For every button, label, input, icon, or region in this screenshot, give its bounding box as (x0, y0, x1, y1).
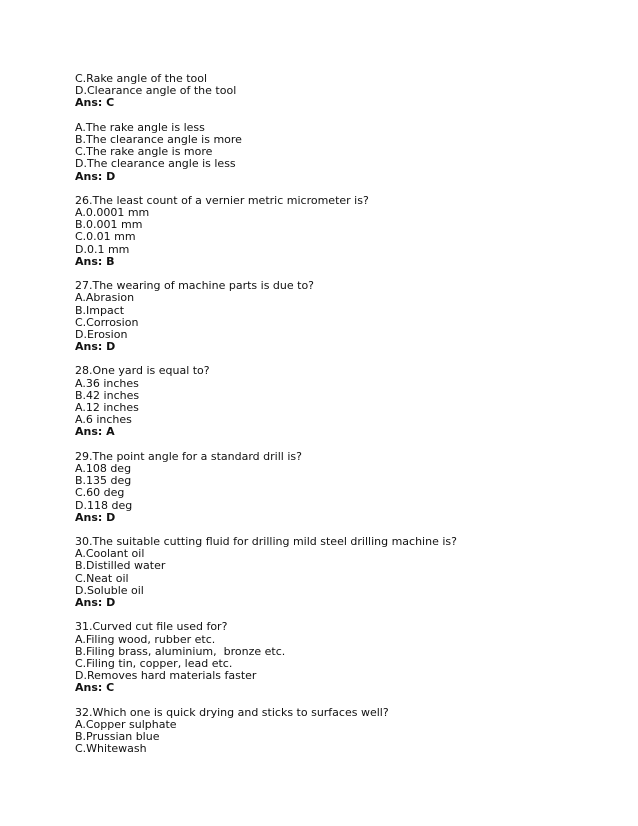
question-block-25-tail (75, 122, 615, 183)
option-d: D.Erosion (75, 327, 128, 341)
option-b: B.The clearance angle is more (75, 132, 242, 146)
answer-label: Ans: D (75, 596, 116, 610)
answer-label: Ans: D (75, 340, 116, 354)
option-d: D.Soluble oil (75, 583, 144, 597)
question-block-28 (75, 365, 615, 438)
option-c: C.60 deg (75, 486, 125, 500)
question-block-26 (75, 195, 615, 268)
option-a: A.108 deg (75, 461, 132, 475)
option-d: D.Clearance angle of the tool (75, 84, 237, 98)
answer-label: Ans: D (75, 169, 116, 183)
answer-label: Ans: B (75, 254, 115, 268)
option-c: C.Neat oil (75, 571, 129, 585)
option-b: B.135 deg (75, 474, 132, 488)
question-block-30 (75, 536, 615, 609)
question-block-27 (75, 280, 615, 353)
option-a: A.Filing wood, rubber etc. (75, 632, 216, 646)
option-a: A.Coolant oil (75, 547, 145, 561)
option-d: D.0.1 mm (75, 242, 130, 256)
option-d: D.118 deg (75, 498, 133, 512)
option-a: A.Copper sulphate (75, 717, 177, 731)
option-b: B.Distilled water (75, 559, 166, 573)
question-text: 29.The point angle for a standard drill is? (75, 449, 302, 463)
question-text: 30.The suitable cutting fluid for drilling mild steel drilling machine is? (75, 535, 457, 549)
option-b: B.0.001 mm (75, 218, 143, 232)
question-block-32 (75, 707, 615, 756)
option-d: D.The clearance angle is less (75, 157, 236, 171)
option-c: C.0.01 mm (75, 230, 136, 244)
question-text: 28.One yard is equal to? (75, 364, 210, 378)
question-block-31 (75, 621, 615, 694)
option-c: A.12 inches (75, 401, 139, 415)
question-block-24-tail (75, 73, 615, 110)
option-b: B.Prussian blue (75, 730, 160, 744)
option-d: D.Removes hard materials faster (75, 669, 257, 683)
answer-label: Ans: C (75, 96, 115, 110)
question-text: 26.The least count of a vernier metric micrometer is? (75, 193, 369, 207)
option-a: A.36 inches (75, 376, 139, 390)
option-a: A.Abrasion (75, 291, 135, 305)
option-d: A.6 inches (75, 413, 132, 427)
answer-label: Ans: C (75, 681, 115, 695)
option-c: C.Whitewash (75, 742, 147, 756)
question-text: 27.The wearing of machine parts is due to? (75, 279, 315, 293)
option-c: C.The rake angle is more (75, 145, 213, 159)
option-b: B.42 inches (75, 388, 140, 402)
option-c: C.Filing tin, copper, lead etc. (75, 656, 233, 670)
question-block-29 (75, 451, 615, 524)
option-c: C.Corrosion (75, 315, 139, 329)
option-b: B.Filing brass, aluminium, bronze etc. (75, 644, 286, 658)
question-text: 32.Which one is quick drying and sticks to surfaces well? (75, 705, 389, 719)
answer-label: Ans: A (75, 425, 115, 439)
option-c: C.Rake angle of the tool (75, 72, 208, 85)
option-b: B.Impact (75, 303, 125, 317)
option-a: A.0.0001 mm (75, 206, 150, 220)
question-text: 31.Curved cut file used for? (75, 620, 228, 634)
option-a: A.The rake angle is less (75, 120, 205, 134)
answer-label: Ans: D (75, 510, 116, 524)
document-page (75, 73, 615, 768)
